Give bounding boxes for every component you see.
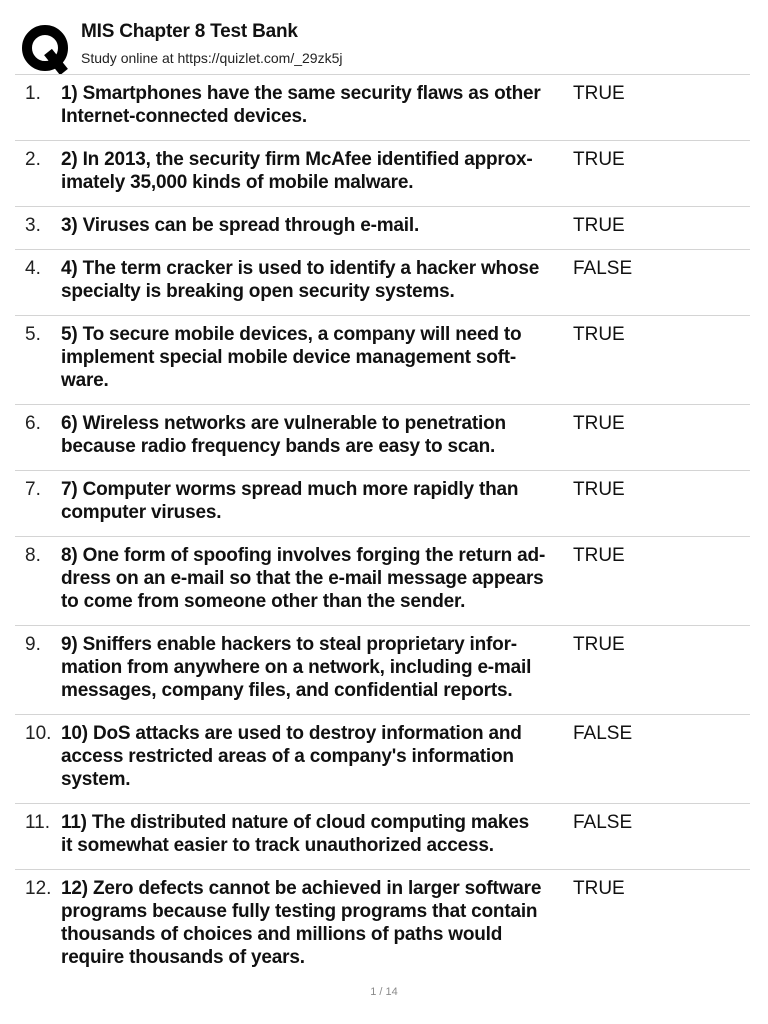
question-text [61,544,569,613]
item-number: 5. [25,324,41,345]
answer-text: TRUE [573,634,625,655]
question-text [61,148,569,194]
question-line: specialty is breaking open security systems. [61,281,455,302]
answer-text: FALSE [573,258,633,279]
row-divider [15,803,750,804]
row-divider [15,74,750,75]
row-divider [15,140,750,141]
question-line: 7) Computer worms spread much more rapidly than [61,479,519,500]
item-number: 12. [25,878,52,899]
question-line: 8) One form of spoofing involves forging the return ad- [61,545,546,566]
question-line: because radio frequency bands are easy to scan. [61,436,496,457]
item-number: 11. [25,812,51,833]
answer-text: TRUE [573,324,625,345]
question-line: it somewhat easier to track unauthorized access. [61,835,494,856]
row-divider [15,625,750,626]
question-line: Internet-connected devices. [61,106,307,127]
item-number: 2. [25,149,41,170]
document-header [0,0,768,74]
document-title: MIS Chapter 8 Test Bank [81,21,298,42]
page-number: 1 / 14 [370,986,398,998]
question-text [61,722,569,791]
question-line: to come from someone other than the sender. [61,591,466,612]
quizlet-logo-icon [19,22,71,74]
answer-text: TRUE [573,149,625,170]
item-number: 3. [25,215,41,236]
question-line: 1) Smartphones have the same security flaws as other [61,83,541,104]
question-line: 2) In 2013, the security firm McAfee identified approx- [61,149,533,170]
question-text [61,811,569,857]
item-number: 6. [25,413,41,434]
question-line: thousands of choices and millions of paths would [61,924,503,945]
row-divider [15,315,750,316]
question-text [61,478,569,524]
question-text [61,257,569,303]
question-text [61,323,569,392]
item-number: 9. [25,634,41,655]
question-line: require thousands of years. [61,947,305,968]
item-number: 8. [25,545,41,566]
question-line: 10) DoS attacks are used to destroy information and [61,723,522,744]
answer-text: TRUE [573,215,625,236]
item-number: 10. [25,723,52,744]
row-divider [15,249,750,250]
row-divider [15,470,750,471]
question-line: 6) Wireless networks are vulnerable to penetration [61,413,506,434]
question-line: mation from anywhere on a network, including e-mail [61,657,532,678]
answer-text: TRUE [573,413,625,434]
study-link[interactable]: Study online at https://quizlet.com/_29zk5j [81,50,343,66]
question-text [61,412,569,458]
row-divider [15,869,750,870]
answer-text: TRUE [573,878,625,899]
question-line: 5) To secure mobile devices, a company will need to [61,324,522,345]
question-text [61,82,569,128]
row-divider [15,206,750,207]
question-line: computer viruses. [61,502,222,523]
row-divider [15,714,750,715]
question-line: system. [61,769,131,790]
question-line: messages, company files, and confidential reports. [61,680,513,701]
answer-text: TRUE [573,83,625,104]
question-line: 9) Sniffers enable hackers to steal proprietary infor- [61,634,517,655]
question-line: 4) The term cracker is used to identify a hacker whose [61,258,540,279]
question-line: 12) Zero defects cannot be achieved in larger software [61,878,542,899]
question-text [61,633,569,702]
question-line: dress on an e-mail so that the e-mail message appears [61,568,544,589]
question-line: access restricted areas of a company's information [61,746,514,767]
question-line: programs because fully testing programs that contain [61,901,538,922]
answer-text: TRUE [573,545,625,566]
row-divider [15,404,750,405]
answer-text: FALSE [573,812,633,833]
question-line: 11) The distributed nature of cloud computing makes [61,812,530,833]
question-line: 3) Viruses can be spread through e-mail. [61,215,420,236]
row-divider [15,536,750,537]
question-line: imately 35,000 kinds of mobile malware. [61,172,414,193]
item-number: 1. [25,83,41,104]
item-number: 7. [25,479,41,500]
item-number: 4. [25,258,41,279]
question-line: ware. [61,370,109,391]
question-line: implement special mobile device management soft- [61,347,516,368]
answer-text: TRUE [573,479,625,500]
question-text [61,877,569,969]
question-text [61,214,569,237]
answer-text: FALSE [573,723,633,744]
